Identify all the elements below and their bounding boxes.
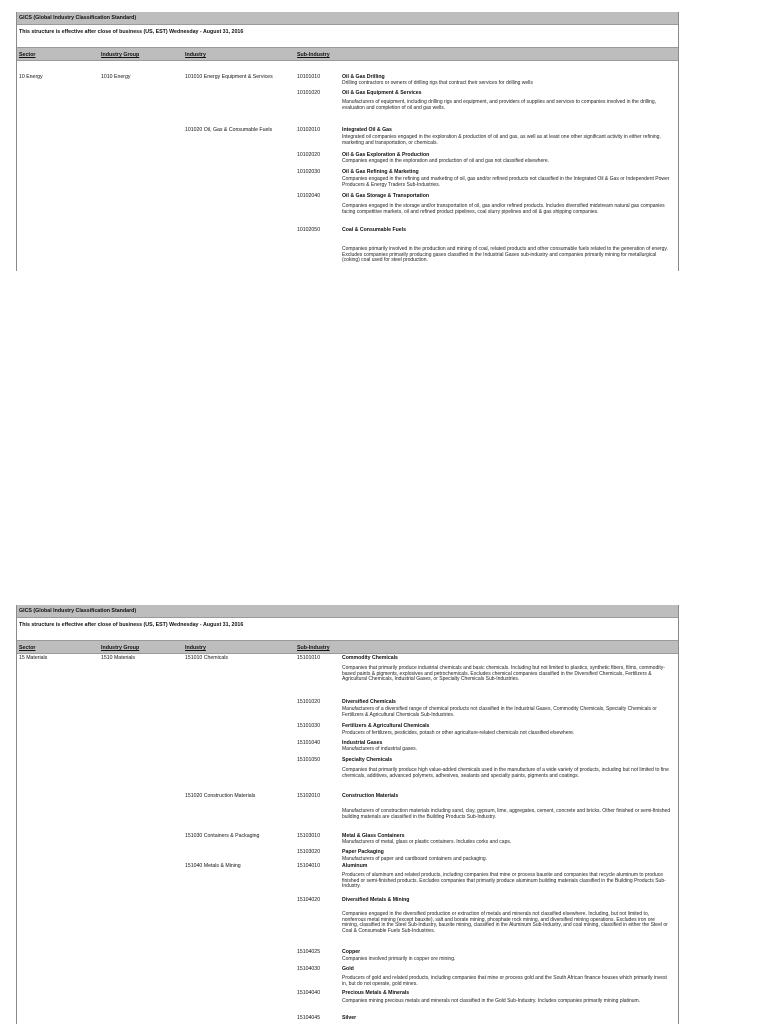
sub-industry-name: Oil & Gas Exploration & Production <box>342 152 430 158</box>
sub-industry-description: Drilling contractors or owners of drilling rigs that contract their services for drilling wells <box>342 80 533 86</box>
sub-industry-code: 15104040 <box>297 990 321 996</box>
sub-industry-description: Companies engaged in the diversified production or extraction of metals and minerals not classified elsewhere. Including, but not limited to, nonferrous metal mining (except bauxite), salt and borate mining, phosphate rock mining, and diversified mining operations. Excludes iron ore mining, classified in the Steel Sub-Industry, bauxite mining, classified in the Aluminum Sub-Industry, and coal mining, classified in either the Steel or Coal & Consumable Fuels Sub-Industries. <box>342 911 668 934</box>
sub-industry-code: 15104010 <box>297 863 321 869</box>
sub-industry-code: 15101040 <box>297 740 321 746</box>
sub-industry-description: Producers of gold and related products, including companies that mine or process gold and the South African finance houses which primarily invest in, but do not operate, gold mines. <box>342 975 667 987</box>
sub-industry-name: Copper <box>342 949 361 955</box>
sub-industry-name: Paper Packaging <box>342 849 384 855</box>
header-industry: Industry <box>185 52 206 58</box>
sub-industry-description: Companies engaged in the storage and/or transportation of oil, gas and/or refined products. Includes diversified midstream natural gas companies facing competitive markets, oil and refined product pipelines, coal slurry pipelines and oil & gas shipping companies. <box>342 203 665 215</box>
sub-industry-description: Manufacturers of equipment, including drilling rigs and equipment, and providers of supplies and services to companies involved in the drilling, evaluation and completion of oil and gas wells. <box>342 99 657 111</box>
sub-industry-code: 15104030 <box>297 966 321 972</box>
sub-industry-description: Manufacturers of industrial gases. <box>342 746 418 752</box>
header-industry-group: Industry Group <box>101 52 140 58</box>
sub-industry-code: 15103020 <box>297 849 321 855</box>
sub-industry-code: 15101050 <box>297 757 321 763</box>
header-industry-group: Industry Group <box>101 645 140 651</box>
sub-industry-description: Companies mining precious metals and minerals not classified in the Gold Sub-Industry. Includes companies primarily mining platinum. <box>342 998 641 1004</box>
sub-industry-code: 15104045 <box>297 1015 321 1021</box>
industry-group-cell: 1510 Materials <box>101 655 136 661</box>
sub-industry-name: Coal & Consumable Fuels <box>342 227 406 233</box>
sub-industry-name: Precious Metals & Minerals <box>342 990 410 996</box>
gics-page-energy <box>16 12 679 271</box>
sub-industry-name: Diversified Metals & Mining <box>342 897 410 903</box>
sub-industry-code: 10102020 <box>297 152 321 158</box>
industry-cell: 151020 Construction Materials <box>185 793 256 799</box>
sub-industry-description: Producers of aluminum and related products, including companies that mine or process bauxite and companies that recycle aluminum to produce finished or semi-finished products. Excludes companies that primarily produce aluminum building materials classified in the Building Products Sub-Industry. <box>342 872 666 890</box>
sub-industry-description: Companies engaged in the refining and marketing of oil, gas and/or refined products not classified in the Integrated Oil & Gas or Independent Power Producers & Energy Traders Sub-Industries. <box>342 176 670 188</box>
sub-industry-name: Oil & Gas Refining & Marketing <box>342 169 419 175</box>
industry-group-cell: 1010 Energy <box>101 74 131 80</box>
header-industry: Industry <box>185 645 206 651</box>
sub-industry-name: Silver <box>342 1015 357 1021</box>
header-sector: Sector <box>19 645 36 651</box>
sub-industry-name: Oil & Gas Storage & Transportation <box>342 193 430 199</box>
sub-industry-code: 15104020 <box>297 897 321 903</box>
sub-industry-code: 10101010 <box>297 74 321 80</box>
document-title: GICS (Global Industry Classification Standard) <box>17 605 678 618</box>
document-title: GICS (Global Industry Classification Standard) <box>17 12 678 25</box>
sub-industry-description: Manufacturers of a diversified range of chemical products not classified in the Industrial Gases, Commodity Chemicals, Specialty Chemicals or Fertilizers & Agricultural Chemicals Sub-Industries. <box>342 706 657 718</box>
column-header-row <box>17 47 678 61</box>
sector-cell: 10 Energy <box>19 74 43 80</box>
sub-industry-description: Companies that primarily produce high value-added chemicals used in the manufacture of a wide variety of products, including but not limited to fine chemicals, additives, advanced polymers, adhesives, sealants and specialty paints, pigments and coatings. <box>342 767 669 779</box>
sub-industry-code: 10102010 <box>297 127 321 133</box>
sub-industry-code: 10102040 <box>297 193 321 199</box>
sub-industry-description: Companies engaged in the exploration and production of oil and gas not classified elsewhere. <box>342 158 550 164</box>
industry-cell: 101010 Energy Equipment & Services <box>185 74 273 80</box>
sub-industry-name: Commodity Chemicals <box>342 655 398 661</box>
industry-cell: 151030 Containers & Packaging <box>185 833 260 839</box>
effective-date-note: This structure is effective after close of business (US, EST) Wednesday - August 31, 2016 <box>19 29 244 35</box>
sub-industry-name: Industrial Gases <box>342 740 383 746</box>
sub-industry-name: Oil & Gas Drilling <box>342 74 385 80</box>
sub-industry-code: 15102010 <box>297 793 321 799</box>
sub-industry-code: 10102030 <box>297 169 321 175</box>
sub-industry-description: Manufacturers of paper and cardboard containers and packaging. <box>342 856 488 862</box>
sub-industry-code: 10102050 <box>297 227 321 233</box>
sub-industry-code: 15101020 <box>297 699 321 705</box>
sector-cell: 15 Materials <box>19 655 48 661</box>
sub-industry-name: Integrated Oil & Gas <box>342 127 392 133</box>
sub-industry-name: Gold <box>342 966 354 972</box>
sub-industry-description: Companies involved primarily in copper ore mining. <box>342 956 456 962</box>
sub-industry-code: 10101020 <box>297 90 321 96</box>
sub-industry-name: Fertilizers & Agricultural Chemicals <box>342 723 430 729</box>
sub-industry-name: Metal & Glass Containers <box>342 833 405 839</box>
sub-industry-description: Companies primarily involved in the production and mining of coal, related products and other consumable fuels related to the generation of energy. Excludes companies primarily producing gases classified in the Industrial Gases sub-industry and companies primarily mining for metallurgical (coking) coal used for steel production. <box>342 246 668 264</box>
sub-industry-code: 15101030 <box>297 723 321 729</box>
sub-industry-description: Manufacturers of construction materials including sand, clay, gypsum, lime, aggregates, cement, concrete and bricks. Other finished or semi-finished building materials are classified in the Building Products Sub-Industry. <box>342 808 671 820</box>
sub-industry-code: 15103010 <box>297 833 321 839</box>
industry-cell: 151040 Metals & Mining <box>185 863 241 869</box>
sub-industry-description: Manufacturers of metal, glass or plastic containers. Includes corks and caps. <box>342 839 512 845</box>
header-sub-industry: Sub-Industry <box>297 52 330 58</box>
sub-industry-name: Diversified Chemicals <box>342 699 396 705</box>
sub-industry-name: Aluminum <box>342 863 368 869</box>
sub-industry-name: Construction Materials <box>342 793 399 799</box>
sub-industry-description: Integrated oil companies engaged in the exploration & production of oil and gas, as well as at least one other significant activity in either refining, marketing and transportation, or chemicals. <box>342 134 661 146</box>
effective-date-note: This structure is effective after close of business (US, EST) Wednesday - August 31, 2016 <box>19 622 244 628</box>
header-sub-industry: Sub-Industry <box>297 645 330 651</box>
sub-industry-name: Specialty Chemicals <box>342 757 393 763</box>
column-header-row <box>17 640 678 654</box>
industry-cell: 151010 Chemicals <box>185 655 228 661</box>
sub-industry-code: 15104025 <box>297 949 321 955</box>
gics-page-materials <box>16 605 679 1024</box>
sub-industry-name: Oil & Gas Equipment & Services <box>342 90 422 96</box>
sub-industry-description: Producers of fertilizers, pesticides, potash or other agriculture-related chemicals not classified elsewhere. <box>342 730 575 736</box>
header-sector: Sector <box>19 52 36 58</box>
sub-industry-code: 15101010 <box>297 655 321 661</box>
sub-industry-description: Companies that primarily produce industrial chemicals and basic chemicals. Including but not limited to plastics, synthetic fibers, films, commodity-based paints & pigments, explosives and petrochemicals. Excludes chemical companies classified in the Diversified Chemicals, Fertilizers & Agricultural Chemicals, Industrial Gases, or Specialty Chemicals Sub-Industries. <box>342 665 665 683</box>
industry-cell: 101020 Oil, Gas & Consumable Fuels <box>185 127 273 133</box>
